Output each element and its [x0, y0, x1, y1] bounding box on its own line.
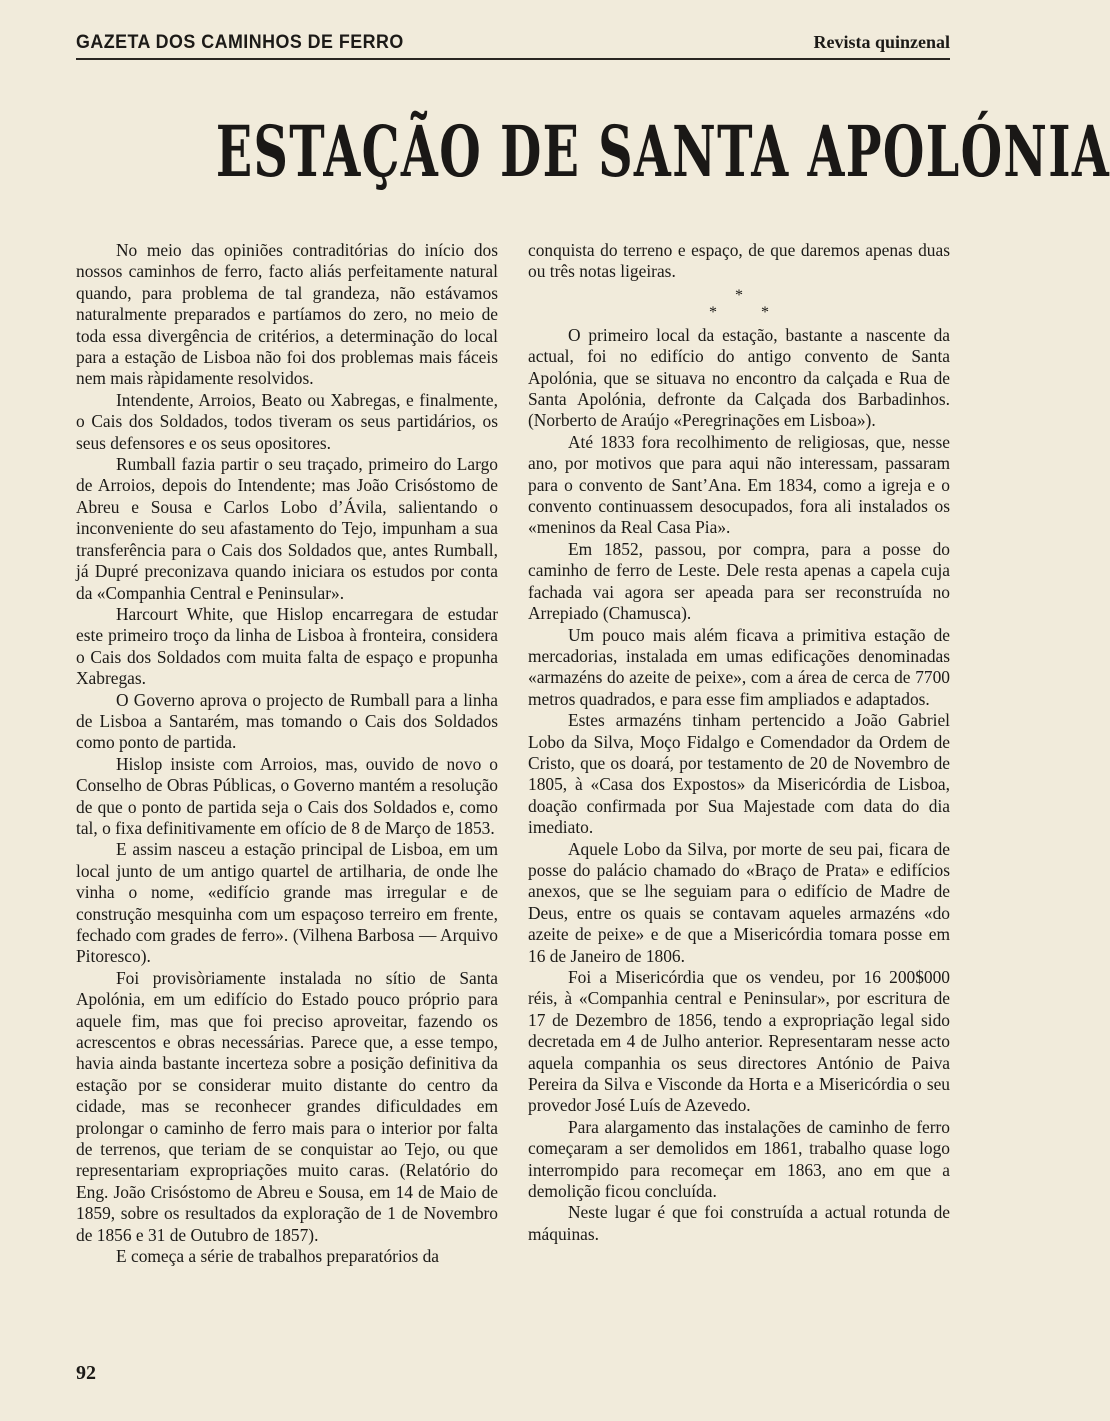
paragraph: Foi provisòriamente instalada no sítio de Santa Apolónia, em um edifício do Estado pouco próprio para aquele fim, mas que foi preciso aproveitar, fazendo os acrescentos e obras necessárias. Parece que, a esse tempo, havia ainda bastante incerteza sobre a posição definitiva da estação por se considerar muito distante do centro da cidade, mas se reconhecer grandes dificuldades em prolongar o caminho de ferro mais para o interior por falta de terrenos, que teriam de se conquistar ao Tejo, ou que representariam expropriações muito caras. (Relatório do Eng. João Crisóstomo de Abreu e Sousa, em 14 de Maio de 1859, sobre os resultados da exploração de 1 de Novembro de 1856 e 31 de Outubro de 1857).	[76, 967, 498, 1245]
section-separator	[528, 287, 950, 321]
header-rule	[76, 58, 950, 60]
paragraph: Um pouco mais além ficava a primitiva estação de mercadorias, instalada em umas edificações denominadas «armazéns do azeite de peixe», com a área de cerca de 7700 metros quadrados, e para esse fim ampliados e adaptados.	[528, 624, 950, 709]
paragraph: Até 1833 fora recolhimento de religiosas, que, nesse ano, por motivos que para aqui não interessam, passaram para o convento de Sant’Ana. Em 1834, como a igreja e o convento continuassem desocupados, fora ali instalados os «meninos da Real Casa Pia».	[528, 431, 950, 538]
paragraph: E assim nasceu a estação principal de Lisboa, em um local junto de um antigo quartel de artilharia, de onde lhe vinha o nome, «edifício grande mas irregular e de construção mesquinha com um espaçoso terreiro em frente, fechado com grades de ferro». (Vilhena Barbosa — Arquivo Pitoresco).	[76, 839, 498, 967]
left-column	[76, 240, 498, 1268]
paragraph: No meio das opiniões contraditórias do início dos nossos caminhos de ferro, facto aliás perfeitamente natural quando, para problema de tal grandeza, não estávamos naturalmente preparados e partíamos do zero, no meio de toda essa divergência de critérios, a determinação do local para a estação de Lisboa não foi dos problemas mais fáceis nem mais ràpidamente resolvidos.	[76, 240, 498, 389]
paragraph: Intendente, Arroios, Beato ou Xabregas, e finalmente, o Cais dos Soldados, todos tiveram os seus partidários, os seus defensores e os seus opositores.	[76, 389, 498, 453]
paragraph: Foi a Misericórdia que os vendeu, por 16 200$000 réis, à «Companhia central e Peninsular», por escritura de 17 de Dezembro de 1856, tendo a expropriação legal sido decretada em 4 de Julho anterior. Representaram nesse acto aquela companhia os seus directores António de Paiva Pereira da Silva e Visconde da Horta e a Misericórdia o seu provedor José Luís de Azevedo.	[528, 967, 950, 1116]
publication-frequency: Revista quinzenal	[813, 32, 950, 52]
article-title: ESTAÇÃO DE SANTA APOLÓNIA	[215, 110, 1110, 193]
paragraph: E começa a série de trabalhos preparatórios da	[116, 1246, 440, 1267]
paragraph: Rumball fazia partir o seu traçado, primeiro do Largo de Arroios, depois do Intendente; mas João Crisóstomo de Abreu e Sousa e Carlos Lobo d’Ávila, salientando o inconveniente do seu afastamento do Tejo, impunham a sua transferência para o Cais dos Soldados que, antes Rumball, já Dupré preconizava quando iniciara os estudos por conta da «Companhia Central e Peninsular».	[76, 454, 498, 603]
paragraph: Em 1852, passou, por compra, para a posse do caminho de ferro de Leste. Dele resta apenas a capela cuja fachada vai agora ser apeada para ser reconstruída no Arrepiado (Chamusca).	[528, 538, 950, 624]
paragraph: Aquele Lobo da Silva, por morte de seu pai, ficara de posse do palácio chamado do «Braço de Prata» e edifícios anexos, que se lhe seguiam para o edifício de Madre de Deus, entre os quais se contavam aqueles armazéns «do azeite de peixe» e de que a Misericórdia tomara posse em 16 de Janeiro de 1806.	[528, 838, 950, 966]
paragraph: Neste lugar é que foi construída a actual rotunda de máquinas.	[528, 1202, 950, 1244]
right-column	[528, 240, 950, 1245]
paragraph: O Governo aprova o projecto de Rumball para a linha de Lisboa a Santarém, mas tomando o Cais dos Soldados como ponto de partida.	[76, 689, 498, 753]
paragraph: Hislop insiste com Arroios, mas, ouvido de novo o Conselho de Obras Públicas, o Governo mantém a resolução de que o ponto de partida seja o Cais dos Soldados e, como tal, o fixa definitivamente em ofício de 8 de Março de 1853.	[76, 753, 498, 838]
paragraph: Harcourt White, que Hislop encarregara de estudar este primeiro troço da linha de Lisboa à fronteira, considera o Cais dos Soldados com muita falta de espaço e propunha Xabregas.	[76, 603, 498, 689]
journal-name: GAZETA DOS CAMINHOS DE FERRO	[76, 32, 404, 53]
separator-top: *	[735, 286, 743, 304]
paragraph: Para alargamento das instalações de caminho de ferro começaram a ser demolidos em 1861, trabalho quase logo interrompido para recomeçar em 1863, ano em que a demolição ficou concluída.	[528, 1116, 950, 1202]
running-header	[76, 30, 950, 60]
separator-bottom: * *	[709, 303, 789, 321]
paragraph-continuation: conquista do terreno e espaço, de que daremos apenas duas ou três notas ligeiras.	[528, 240, 950, 282]
paragraph: Estes armazéns tinham pertencido a João Gabriel Lobo da Silva, Moço Fidalgo e Comendador da Ordem de Cristo, que os doará, por testamento de 20 de Novembro de 1805, à «Casa dos Expostos» da Misericórdia de Lisboa, doação confirmada por Sua Majestade com data do dia imediato.	[528, 710, 950, 838]
page-number: 92	[76, 1362, 96, 1384]
paragraph: O primeiro local da estação, bastante a nascente da actual, foi no edifício do antigo convento de Santa Apolónia, que se situava no encontro da calçada e Rua de Santa Apolónia, defronte da Calçada dos Barbadinhos. (Norberto de Araújo «Peregrinações em Lisboa»).	[528, 324, 950, 431]
